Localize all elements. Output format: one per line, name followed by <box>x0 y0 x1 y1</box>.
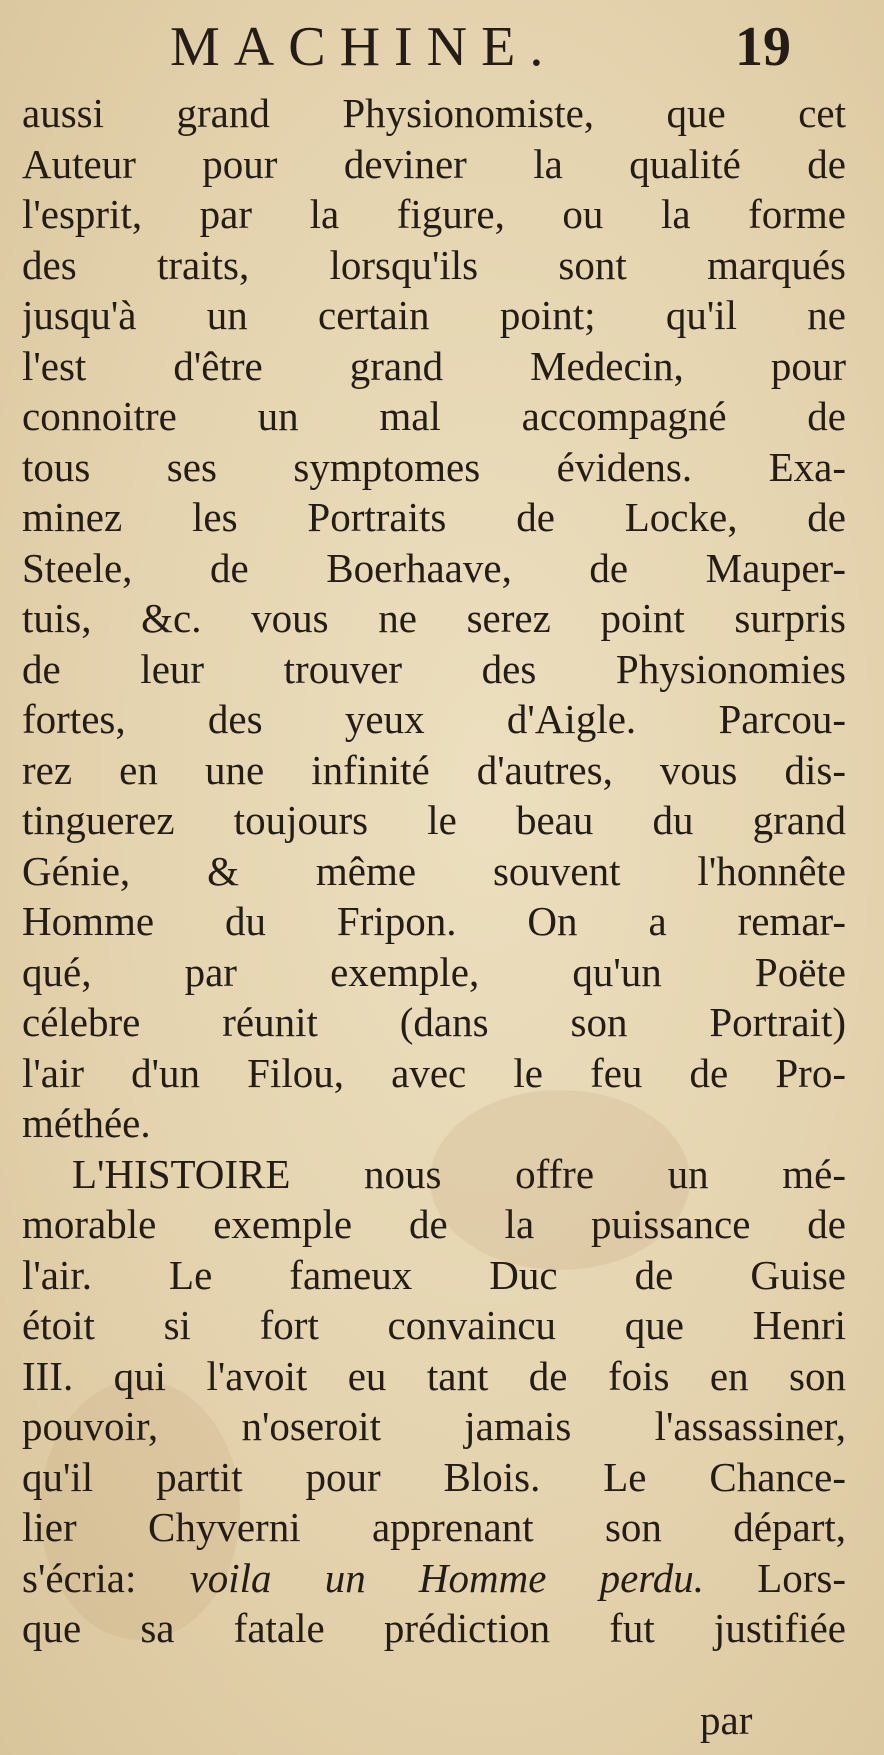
text-line: rez en une infinité d'autres, vous dis- <box>22 746 846 793</box>
text-line: l'est d'être grand Medecin, pour <box>22 342 846 389</box>
text-line: Auteur pour deviner la qualité de <box>22 140 846 187</box>
text-line: jusqu'à un certain point; qu'il ne <box>22 292 846 338</box>
page-number: 19 <box>735 16 791 78</box>
italic-quote: voila un Homme perdu. <box>189 1554 705 1601</box>
text-line: morable exemple de la puissance de <box>22 1201 846 1247</box>
text-line: fortes, des yeux d'Aigle. Parcou- <box>22 696 846 742</box>
text-line: tuis, &c. vous ne serez point surpris <box>22 595 846 641</box>
text-line: que sa fatale prédiction fut justifiée <box>22 1605 846 1651</box>
text-line: minez les Portraits de Locke, de <box>22 494 846 540</box>
text-line: Génie, & même souvent l'honnête <box>22 847 846 894</box>
text-line: célebre réunit (dans son Portrait) <box>22 999 846 1045</box>
text-line: lier Chyverni apprenant son départ, <box>22 1504 846 1550</box>
text-line: tinguerez toujours le beau du grand <box>22 797 846 843</box>
text-segment: s'écria: <box>22 1554 190 1601</box>
running-title: MACHINE. <box>170 16 558 78</box>
text-line: méthée. <box>22 1100 151 1146</box>
text-line: l'air d'un Filou, avec le feu de Pro- <box>22 1049 846 1096</box>
text-line: des traits, lorsqu'ils sont marqués <box>22 241 846 288</box>
text-line: l'air. Le fameux Duc de Guise <box>22 1251 846 1298</box>
text-line: Steele, de Boerhaave, de Mauper- <box>22 544 846 591</box>
text-line: aussi grand Physionomiste, que cet <box>22 90 846 136</box>
text-line: de leur trouver des Physionomies <box>22 645 846 692</box>
text-segment: Lors- <box>704 1554 846 1601</box>
text-line: l'esprit, par la figure, ou la forme <box>22 191 846 237</box>
text-line: Homme du Fripon. On a remar- <box>22 898 846 944</box>
text-line: III. qui l'avoit eu tant de fois en son <box>22 1352 846 1399</box>
page-header <box>0 8 884 88</box>
text-line: pouvoir, n'oseroit jamais l'assassiner, <box>22 1403 846 1449</box>
text-line: qu'il partit pour Blois. Le Chance- <box>22 1453 846 1500</box>
text-line: qué, par exemple, qu'un Poëte <box>22 948 846 995</box>
text-line: connoitre un mal accompagné de <box>22 393 846 439</box>
catchword: par <box>700 1697 753 1743</box>
paragraph-start-line: L'HISTOIRE nous offre un mé- <box>72 1150 846 1197</box>
text-line-with-italic <box>22 1553 846 1604</box>
text-line: tous ses symptomes évidens. Exa- <box>22 443 846 490</box>
text-line: étoit si fort convaincu que Henri <box>22 1302 846 1348</box>
body-text <box>22 88 846 1654</box>
